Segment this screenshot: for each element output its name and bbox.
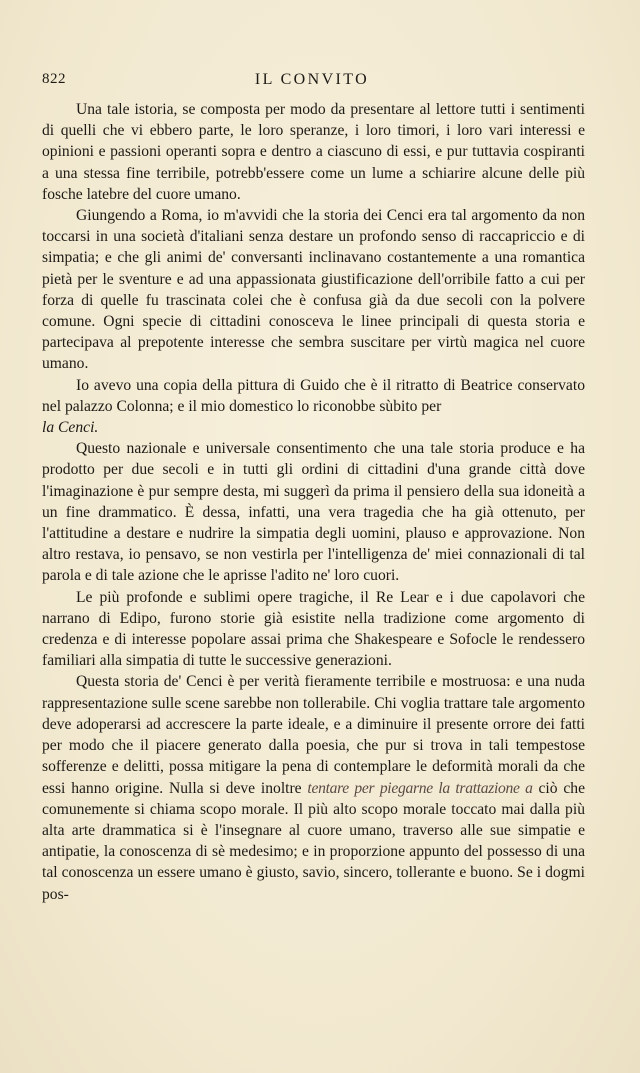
paragraph-3 [42,375,585,439]
paragraph-3-italic: la Cenci. [42,419,99,437]
paragraph-3-text: Io avevo una copia della pittura di Guido che è il ritratto di Beatrice conservato nel palazzo Colonna; e il mio domestico lo riconobbe sùbito per [42,376,585,415]
paragraph-5: Le più profonde e sublimi opere tragiche, il Re Lear e i due capolavori che narrano di Edipo, furono storie già esistite nella tradizione come argomento di credenza e di interesse popolare assai prima che Shakespeare e Sofocle le rendessero familiari alla simpatia di tutte le successive generazioni. [42,588,585,670]
body-text [42,99,585,905]
paragraph-6-text: Questa storia de' Cenci è per verità fieramente terribile e mostruosa: e una nuda rappresentazione sulle scene sarebbe non tollerabile. Chi voglia trattare tale argomento deve adoperarsi ad accrescere la parte ideale, e a diminuire il presente orrore dei fatti per modo che il piacere generato dalla poesia, che pur si trova in tali tempestose sofferenze e delitti, possa mitigare la pena di contemplare le deformità morali da che essi hanno origine. Nulla si deve inoltre [42,673,585,797]
paragraph-1: Una tale istoria, se composta per modo da presentare al lettore tutti i sentimenti di quelli che vi ebbero parte, le loro speranze, i loro timori, i loro vari interessi e opinioni e passioni operanti sopra e dentro a ciascuno di essi, e pur tuttavia cospiranti a una stessa fine terribile, potrebb'essere come un lume a schiarire alcune delle più fosche latebre del cuore umano. [42,101,585,203]
paragraph-6-faded-text: tentare per piegarne la trattazione a [307,779,533,797]
page-number: 822 [42,71,66,87]
running-title: IL CONVITO [254,71,370,88]
paragraph-2: Giungendo a Roma, io m'avvidi che la storia dei Cenci era tal argomento da non toccarsi in una società d'italiani senza destare un profondo senso di raccapriccio e di simpatia; e che gli animi de' conversanti inclinavano costantemente a una romantica pietà per le sventure e ad una appassionata giustificazione dell'orribile fatto a cui per forza di quelle fu trascinata colei che è confusa già da due secoli con la polvere comune. Ogni specie di cittadini conosceva le linee principali di questa storia e partecipava al prepotente interesse che sembra suscitare per virtù magica nel cuore umano. [42,207,585,373]
paragraph-6-text-after: ciò che comunemente si chiama scopo morale. Il più alto scopo morale toccato mai dalla più alta arte drammatica si è l'insegnare al cuore umano, traverso alle sue simpatie e antipatie, la conoscenza di sè medesimo; e in proporzione appunto del possesso di una tal conoscenza un essere umano è giusto, savio, sincero, tollerante e buono. Se i dogmi pos- [42,779,585,903]
page-header [42,71,582,93]
paragraph-4: Questo nazionale e universale consentimento che una tale storia produce e ha prodotto per due secoli e in tutti gli ordini di cittadini d'una grande città dove l'imaginazione è pur sempre desta, mi suggerì da prima il pensiero della sua idoneità a un fine drammatico. È dessa, infatti, una vera tragedia che ha già ottenuto, per l'attitudine a destare e nudrire la simpatia degli uomini, plauso e approvazione. Non altro restava, io pensavo, se non vestirla per l'intelligenza de' miei connazionali di tal parola e di tale azione che le aprisse l'adito ne' loro cuori. [42,440,585,585]
paragraph-6 [42,671,585,904]
